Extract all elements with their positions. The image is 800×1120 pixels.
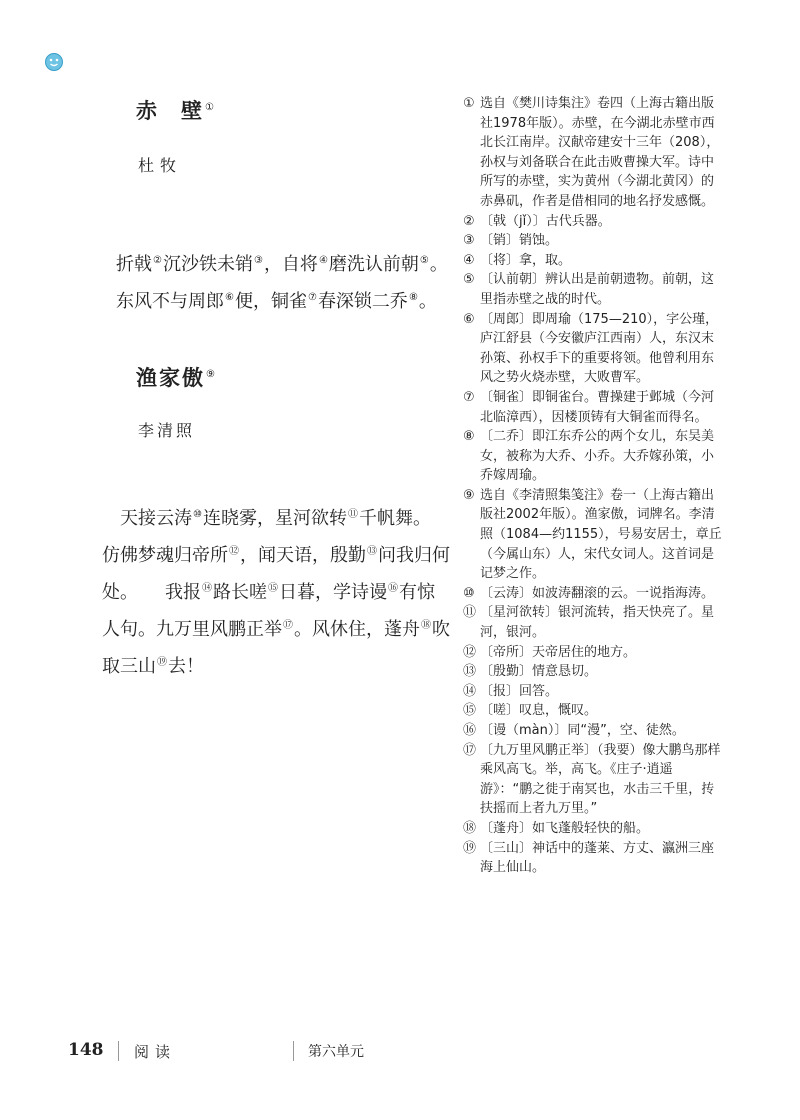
footnote-marker: ⑰ xyxy=(283,620,293,631)
footnote xyxy=(463,270,723,309)
poem-line xyxy=(102,646,450,683)
poem-text: ，自将 xyxy=(263,254,318,275)
poem-text: 天接云涛 xyxy=(102,508,192,529)
poem-body-chibi xyxy=(116,244,448,318)
footnote-text: 选自《樊川诗集注》卷四（上海古籍出版社1978年版）。赤壁，在今湖北赤壁市西北长江南岸。汉献帝建安十三年（208），孙权与刘备联合在此击败曹操大军。诗中所写的赤壁，实为黄州（今湖北黄冈）的赤鼻矶，作者是借相同的地名抒发感慨。 xyxy=(480,96,720,209)
footnote-text: 〔三山〕神话中的蓬莱、方丈、瀛洲三座海上仙山。 xyxy=(480,840,715,876)
footnote-number: ⑦ xyxy=(463,389,475,405)
footnote-marker: ⑨ xyxy=(206,369,217,380)
poem-text: 路长嗟 xyxy=(213,582,267,603)
footnote xyxy=(463,486,723,584)
footnote xyxy=(463,819,723,839)
poem-title-yujiaao xyxy=(136,362,218,392)
footnote-marker: ⑥ xyxy=(225,292,234,303)
footnote-text: 选自《李清照集笺注》卷一（上海古籍出版社2002年版）。渔家傲，词牌名。李清照（1084—约1155），号易安居士，章丘（今属山东）人，宋代女词人。这首词是记梦之作。 xyxy=(480,487,722,582)
footnote-text: 〔报〕回答。 xyxy=(480,683,559,699)
footnote xyxy=(463,94,723,212)
footnote-marker: ③ xyxy=(253,255,263,266)
smiley-face-icon xyxy=(44,52,64,72)
footnote-number: ① xyxy=(463,96,475,111)
poem-text: 仿佛梦魂归帝所 xyxy=(102,545,228,566)
footnote-text: 〔认前朝〕辨认出是前朝遗物。前朝，这里指赤壁之战的时代。 xyxy=(480,272,715,307)
footnote-marker: ⑩ xyxy=(193,509,202,520)
footer-section-label: 阅读 xyxy=(134,1043,177,1061)
footnote-text: 〔戟（jǐ）〕古代兵器。 xyxy=(480,213,611,229)
footnote-number: ⑯ xyxy=(463,723,477,738)
poem-text: 东风不与周郎 xyxy=(116,291,224,312)
footnote-number: ⑮ xyxy=(463,703,477,719)
poem-line xyxy=(102,535,450,572)
footer-divider xyxy=(293,1041,294,1061)
poem-text: 连晓雾，星河欲转 xyxy=(202,508,347,529)
footnote xyxy=(463,839,723,878)
poem-text: 取三山 xyxy=(102,656,156,677)
footnote-text: 〔谩（màn）〕同“漫”，空、徒然。 xyxy=(480,723,685,738)
footnote-text: 〔将〕拿，取。 xyxy=(480,252,572,268)
footnote xyxy=(463,701,723,721)
poem-text: 。 xyxy=(429,254,448,275)
footnote-number: ② xyxy=(463,213,475,229)
footnote-marker: ⑫ xyxy=(229,546,239,557)
poem-author-chibi: 杜牧 xyxy=(138,156,183,175)
title-char: 渔家傲 xyxy=(136,365,205,390)
footnote-marker: ⑲ xyxy=(157,657,167,668)
poem-line xyxy=(116,244,448,281)
footnote-text: 〔销〕销蚀。 xyxy=(480,233,559,249)
poem-text: 磨洗认前朝 xyxy=(328,254,419,275)
footnote xyxy=(463,603,723,642)
poem-author-yujiaao: 李清照 xyxy=(138,421,196,440)
footnote xyxy=(463,721,723,741)
poem-text: 人句。九万里风鹏正举 xyxy=(102,619,282,640)
footnote-number: ⑭ xyxy=(463,683,477,699)
poem-line xyxy=(116,281,448,318)
footnote-number: ⑫ xyxy=(463,644,477,660)
footnote-number: ⑪ xyxy=(463,605,477,621)
footer-divider xyxy=(118,1041,119,1061)
poem-line xyxy=(102,498,450,535)
poem-body-yujiaao xyxy=(102,498,450,683)
footnote-marker: ⑬ xyxy=(367,546,377,557)
footnote xyxy=(463,643,723,663)
footnote xyxy=(463,662,723,682)
footnote xyxy=(463,212,723,232)
footnote-marker: ⑱ xyxy=(421,620,431,631)
footnote-text: 〔蓬舟〕如飞蓬般轻快的船。 xyxy=(480,820,650,836)
footnote-text: 〔星河欲转〕银河流转，指天快亮了。星河，银河。 xyxy=(480,605,715,641)
footnote xyxy=(463,682,723,702)
footnote-number: ⑩ xyxy=(463,585,475,601)
footnote xyxy=(463,427,723,486)
footnote-text: 〔帝所〕天帝居住的地方。 xyxy=(480,644,637,660)
poem-title-chibi xyxy=(136,95,217,125)
poem-text: 处。 我报 xyxy=(102,582,201,603)
footnote-marker: ⑧ xyxy=(408,292,418,303)
footnote-text: 〔周郎〕即周瑜（175—210），字公瑾，庐江舒县（今安徽庐江西南）人，东汉末孙策、孙权手下的重要将领。他曾利用东风之势火烧赤壁，大败曹军。 xyxy=(480,311,719,386)
title-char: 壁 xyxy=(181,98,204,123)
footnote-text: 〔二乔〕即江东乔公的两个女儿，东吴美女，被称为大乔、小乔。大乔嫁孙策，小乔嫁周瑜。 xyxy=(480,429,715,484)
poem-text: 折戟 xyxy=(116,254,152,275)
poem-text: 。 xyxy=(418,291,437,312)
footnote-marker: ① xyxy=(205,102,216,113)
footnote xyxy=(463,310,723,388)
poem-text: 沉沙铁未销 xyxy=(162,254,253,275)
poem-text: 便，铜雀 xyxy=(234,291,307,312)
footnote-number: ⑥ xyxy=(463,311,475,327)
poem-text: ，闻天语，殷勤 xyxy=(240,545,366,566)
poem-text: 有惊 xyxy=(399,582,435,603)
footer-unit-label: 第六单元 xyxy=(308,1044,364,1060)
title-char: 赤 xyxy=(136,98,159,123)
page-number: 148 xyxy=(68,1040,104,1060)
poem-text: 问我归何 xyxy=(378,545,450,566)
footnote xyxy=(463,584,723,604)
footnote-number: ⑤ xyxy=(463,272,475,288)
footnote-number: ⑲ xyxy=(463,840,477,856)
footnote-text: 〔殷勤〕情意恳切。 xyxy=(480,664,598,680)
footnote-number: ③ xyxy=(463,233,475,249)
footnote-text: 〔铜雀〕即铜雀台。曹操建于邺城（今河北临漳西），因楼顶铸有大铜雀而得名。 xyxy=(480,389,715,425)
footnote-marker: ⑭ xyxy=(202,583,212,594)
footnote-text: 〔云涛〕如波涛翻滚的云。一说指海涛。 xyxy=(480,585,715,601)
footnote xyxy=(463,251,723,271)
footnotes-column xyxy=(463,94,723,878)
poem-text: 春深锁二乔 xyxy=(317,291,408,312)
footnote-number: ④ xyxy=(463,252,475,268)
poem-line xyxy=(102,572,450,609)
footnote xyxy=(463,741,723,819)
poem-text: 。风休住，蓬舟 xyxy=(294,619,420,640)
footnote-number: ⑬ xyxy=(463,664,477,680)
footnote-number: ⑱ xyxy=(463,820,477,836)
footnote-marker: ⑯ xyxy=(388,583,398,594)
poem-text: 吹 xyxy=(432,619,450,640)
footnote-text: 〔九万里风鹏正举〕（我要）像大鹏鸟那样乘风高飞。举，高飞。《庄子·逍遥游》：“鹏之徙于南冥也，水击三千里，抟扶摇而上者九万里。” xyxy=(480,742,721,817)
footnote xyxy=(463,231,723,251)
footnote-marker: ⑪ xyxy=(347,509,358,520)
footnote-marker: ⑮ xyxy=(268,583,278,594)
footnote-number: ⑨ xyxy=(463,487,475,503)
poem-text: 千帆舞。 xyxy=(358,508,431,529)
poem-line xyxy=(102,609,450,646)
footnote-number: ⑧ xyxy=(463,429,475,445)
footnote-marker: ⑦ xyxy=(307,292,317,303)
footnote-marker: ④ xyxy=(318,255,328,266)
footnote-marker: ② xyxy=(153,255,162,266)
page-footer xyxy=(0,1038,800,1064)
footnote xyxy=(463,388,723,427)
footnote-text: 〔嗟〕叹息，慨叹。 xyxy=(480,703,598,719)
poem-text: 去！ xyxy=(168,656,204,677)
poem-text: 日暮，学诗谩 xyxy=(279,582,387,603)
footnote-number: ⑰ xyxy=(463,742,477,758)
footnote-marker: ⑤ xyxy=(419,255,429,266)
